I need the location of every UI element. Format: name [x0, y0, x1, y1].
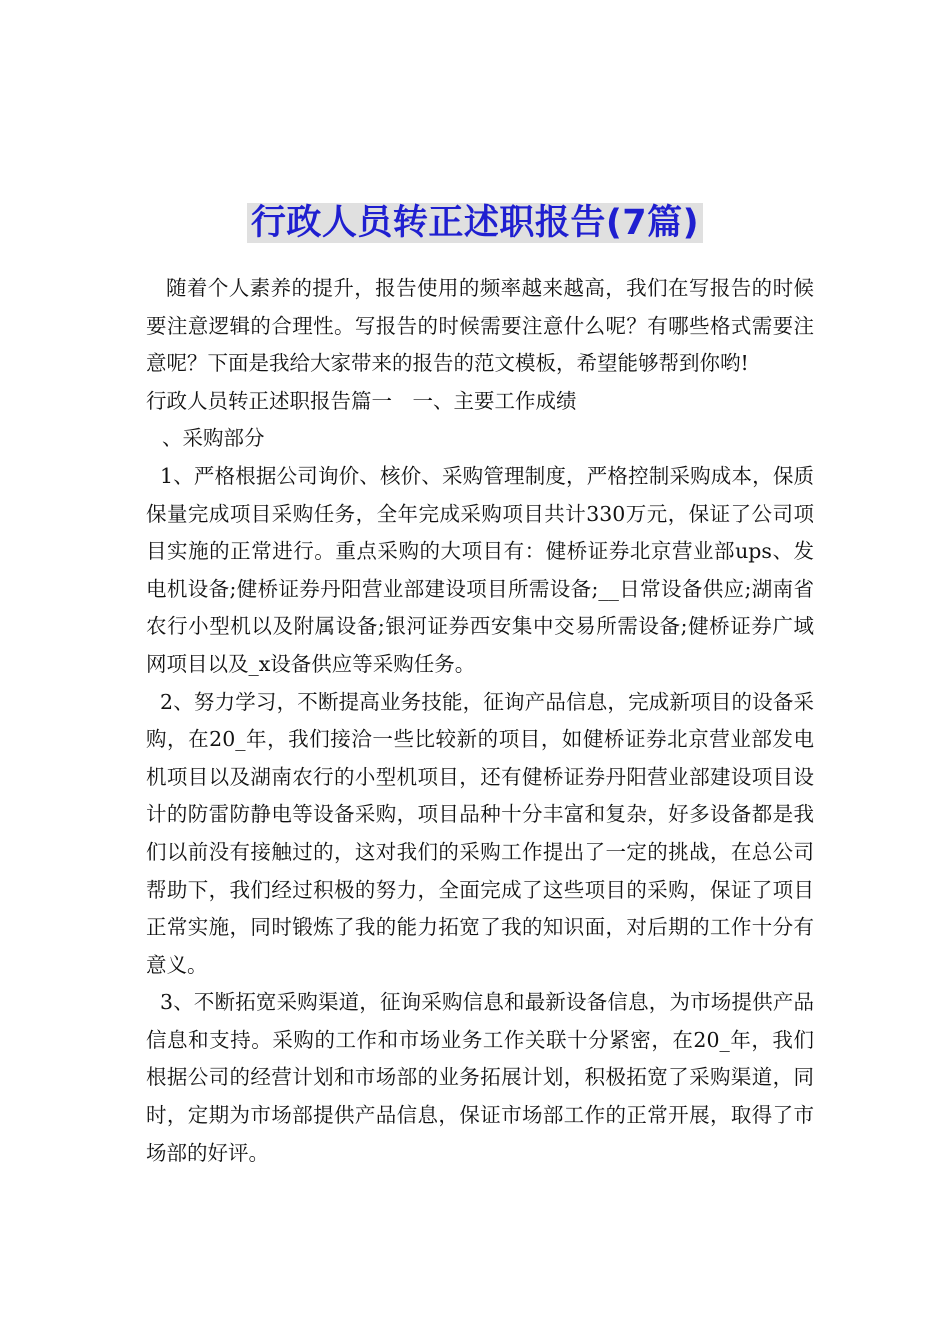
list-item-3: 3、不断拓宽采购渠道，征询采购信息和最新设备信息，为市场提供产品信息和支持。采购的工作和市场业务工作关联十分紧密，在20_年，我们根据公司的经营计划和市场部的业务拓展计划，积极拓宽了采购渠道，同时，定期为市场部提供产品信息，保证市场部工作的正常开展，取得了市场部的好评。	[146, 990, 814, 1165]
document-body	[146, 270, 814, 1172]
document-title-text: 行政人员转正述职报告(7篇)	[247, 203, 703, 243]
document-title	[0, 199, 950, 247]
list-item-1: 1、严格根据公司询价、核价、采购管理制度，严格控制采购成本，保质保量完成项目采购任务，全年完成采购项目共计330万元，保证了公司项目实施的正常进行。重点采购的大项目有：健桥证券北京营业部ups、发电机设备;健桥证券丹阳营业部建设项目所需设备;__日常设备供应;湖南省农行小型机以及附属设备;银河证券西安集中交易所需设备;健桥证券广域网项目以及_x设备供应等采购任务。	[146, 463, 814, 676]
section-heading: 行政人员转正述职报告篇一 一、主要工作成绩	[146, 388, 577, 413]
subsection-heading: 、采购部分	[162, 426, 265, 451]
list-item-2: 2、努力学习，不断提高业务技能，征询产品信息，完成新项目的设备采购，在20_年，我们接洽一些比较新的项目，如健桥证券北京营业部发电机项目以及湖南农行的小型机项目，还有健桥证券丹阳营业部建设项目设计的防雷防静电等设备采购，项目品种十分丰富和复杂，好多设备都是我们以前没有接触过的，这对我们的采购工作提出了一定的挑战，在总公司帮助下，我们经过积极的努力，全面完成了这些项目的采购，保证了项目正常实施，同时锻炼了我的能力拓宽了我的知识面，对后期的工作十分有意义。	[146, 689, 814, 977]
intro-paragraph: 随着个人素养的提升，报告使用的频率越来越高，我们在写报告的时候要注意逻辑的合理性。写报告的时候需要注意什么呢？有哪些格式需要注意呢？下面是我给大家带来的报告的范文模板，希望能够帮到你哟!	[146, 276, 814, 376]
